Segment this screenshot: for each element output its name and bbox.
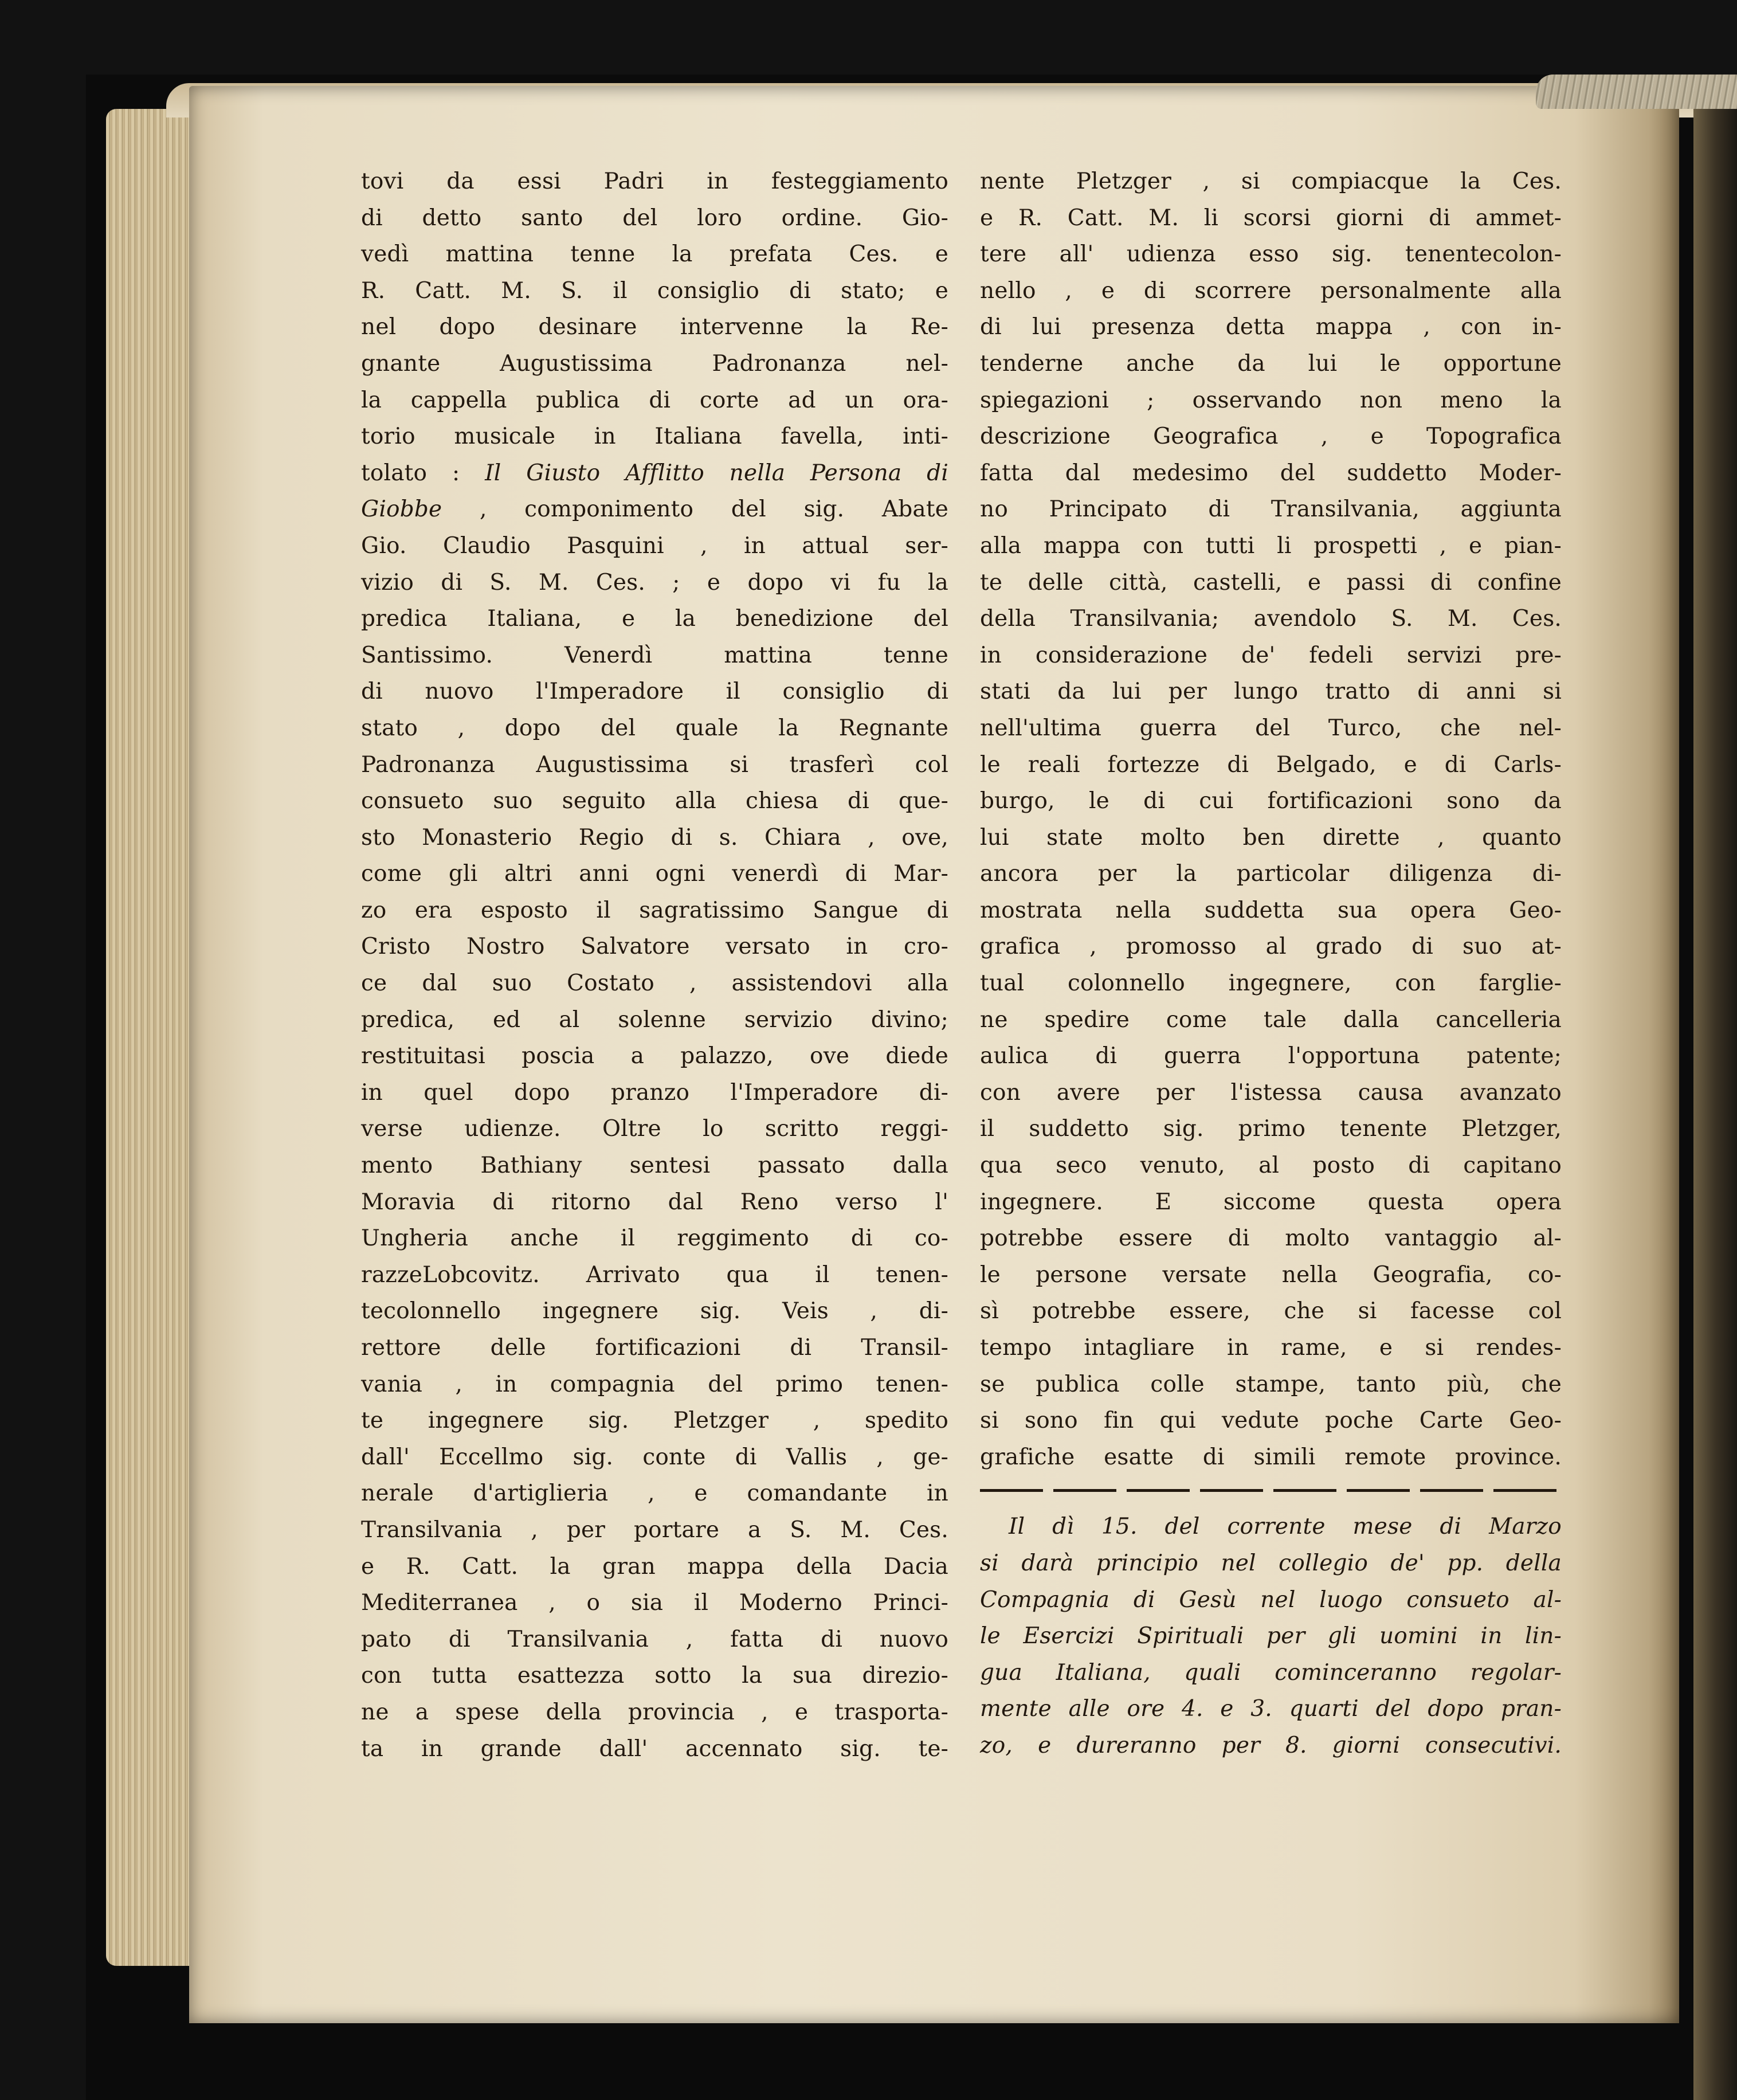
text-line: gua Italiana, quali cominceranno regolar- bbox=[980, 1659, 1562, 1686]
text-line: spiegazioni ; osservando non meno la bbox=[980, 387, 1562, 413]
notice-paragraph bbox=[980, 1509, 1562, 1764]
text-line: aulica di guerra l'opportuna patente; bbox=[980, 1043, 1562, 1069]
text-line: vedì mattina tenne la prefata Ces. e bbox=[361, 241, 948, 268]
text-line: le Esercizi Spirituali per gli uomini in lin- bbox=[980, 1623, 1562, 1650]
text-line: pato di Transilvania , fatta di nuovo bbox=[361, 1626, 948, 1652]
text-line: razzeLobcovitz. Arrivato qua il tenen- bbox=[361, 1261, 948, 1288]
right-column-body bbox=[980, 163, 1562, 1475]
text-line: lui state molto ben dirette , quanto bbox=[980, 824, 1562, 851]
text-line: in quel dopo pranzo l'Imperadore di- bbox=[361, 1079, 948, 1106]
text-line: nell'ultima guerra del Turco, che nel- bbox=[980, 715, 1562, 741]
text-line: Padronanza Augustissima si trasferì col bbox=[361, 751, 948, 778]
text-line: Gio. Claudio Pasquini , in attual ser- bbox=[361, 532, 948, 559]
text-line: ne spedire come tale dalla cancelleria bbox=[980, 1006, 1562, 1033]
text-line: predica Italiana, e la benedizione del bbox=[361, 606, 948, 632]
text-line: ingegnere. E siccome questa opera bbox=[980, 1189, 1562, 1215]
text-line: ta in grande dall' accennato sig. te- bbox=[361, 1735, 948, 1762]
text-line: Cristo Nostro Salvatore versato in cro- bbox=[361, 934, 948, 960]
text-line: restituitasi poscia a palazzo, ove diede bbox=[361, 1043, 948, 1069]
text-line: Mediterranea , o sia il Moderno Princi- bbox=[361, 1590, 948, 1616]
right-text-column bbox=[980, 163, 1562, 1764]
text-line: torio musicale in Italiana favella, inti- bbox=[361, 424, 948, 450]
text-line-segment: Il Giusto Afflitto nella Persona di bbox=[485, 460, 948, 486]
text-line: alla mappa con tutti li prospetti , e pian- bbox=[980, 532, 1562, 559]
text-line: verse udienze. Oltre lo scritto reggi- bbox=[361, 1116, 948, 1142]
text-line: vizio di S. M. Ces. ; e dopo vi fu la bbox=[361, 569, 948, 595]
text-line: Il dì 15. del corrente mese di Marzo bbox=[1009, 1514, 1562, 1540]
text-line: zo era esposto il sagratissimo Sangue di bbox=[361, 897, 948, 923]
book-gutter bbox=[1693, 92, 1737, 2100]
text-line: nel dopo desinare intervenne la Re- bbox=[361, 314, 948, 340]
text-line: e R. Catt. M. li scorsi giorni di ammet- bbox=[980, 205, 1562, 231]
text-line: stati da lui per lungo tratto di anni si bbox=[980, 679, 1562, 705]
text-line: come gli altri anni ogni venerdì di Mar- bbox=[361, 861, 948, 887]
text-line: dall' Eccellmo sig. conte di Vallis , ge- bbox=[361, 1444, 948, 1470]
text-line: il suddetto sig. primo tenente Pletzger, bbox=[980, 1116, 1562, 1142]
text-line: gnante Augustissima Padronanza nel- bbox=[361, 350, 948, 377]
text-line: predica, ed al solenne servizio divino; bbox=[361, 1006, 948, 1033]
text-line: grafiche esatte di simili remote province. bbox=[980, 1444, 1562, 1470]
text-line: le persone versate nella Geografia, co- bbox=[980, 1261, 1562, 1288]
text-line: di detto santo del loro ordine. Gio- bbox=[361, 205, 948, 231]
text-line: tual colonnello ingegnere, con farglie- bbox=[980, 970, 1562, 997]
text-line: mente alle ore 4. e 3. quarti del dopo pran- bbox=[980, 1696, 1562, 1722]
text-line: se publica colle stampe, tanto più, che bbox=[980, 1371, 1562, 1397]
text-line: della Transilvania; avendolo S. M. Ces. bbox=[980, 606, 1562, 632]
text-line: burgo, le di cui fortificazioni sono da bbox=[980, 788, 1562, 814]
text-line: rettore delle fortificazioni di Transil- bbox=[361, 1335, 948, 1361]
text-line: te delle città, castelli, e passi di confine bbox=[980, 569, 1562, 595]
text-line: la cappella publica di corte ad un ora- bbox=[361, 387, 948, 413]
left-text-column bbox=[361, 163, 948, 1767]
text-line: descrizione Geografica , e Topografica bbox=[980, 424, 1562, 450]
text-line: tenderne anche da lui le opportune bbox=[980, 350, 1562, 377]
text-line: ancora per la particolar diligenza di- bbox=[980, 861, 1562, 887]
text-line: Transilvania , per portare a S. M. Ces. bbox=[361, 1517, 948, 1543]
text-line: e R. Catt. la gran mappa della Dacia bbox=[361, 1553, 948, 1580]
text-line: tempo intagliare in rame, e si rendes- bbox=[980, 1335, 1562, 1361]
text-line-segment: , componimento del sig. Abate bbox=[442, 496, 948, 523]
text-line bbox=[361, 455, 948, 492]
text-line: potrebbe essere di molto vantaggio al- bbox=[980, 1225, 1562, 1252]
text-line: R. Catt. M. S. il consiglio di stato; e bbox=[361, 277, 948, 304]
text-line: no Principato di Transilvania, aggiunta bbox=[980, 496, 1562, 523]
text-line: di nuovo l'Imperadore il consiglio di bbox=[361, 679, 948, 705]
text-line: grafica , promosso al grado di suo at- bbox=[980, 934, 1562, 960]
text-line: con avere per l'istessa causa avanzato bbox=[980, 1079, 1562, 1106]
text-line: le reali fortezze di Belgado, e di Carls- bbox=[980, 751, 1562, 778]
text-line: ne a spese della provincia , e trasporta- bbox=[361, 1699, 948, 1725]
text-line: di lui presenza detta mappa , con in- bbox=[980, 314, 1562, 340]
text-line: sto Monasterio Regio di s. Chiara , ove, bbox=[361, 824, 948, 851]
text-line: stato , dopo del quale la Regnante bbox=[361, 715, 948, 741]
text-line: nerale d'artiglieria , e comandante in bbox=[361, 1480, 948, 1507]
text-line: si darà principio nel collegio de' pp. della bbox=[980, 1550, 1562, 1576]
text-line: con tutta esattezza sotto la sua direzio- bbox=[361, 1663, 948, 1689]
text-line: in considerazione de' fedeli servizi pre- bbox=[980, 642, 1562, 668]
text-line: vania , in compagnia del primo tenen- bbox=[361, 1371, 948, 1397]
text-line bbox=[361, 491, 948, 528]
text-line: consueto suo seguito alla chiesa di que- bbox=[361, 788, 948, 814]
text-line: zo, e dureranno per 8. giorni consecutivi. bbox=[980, 1732, 1562, 1758]
text-line: fatta dal medesimo del suddetto Moder- bbox=[980, 460, 1562, 486]
text-line: ce dal suo Costato , assistendovi alla bbox=[361, 970, 948, 997]
text-line-segment: tolato : bbox=[361, 460, 485, 486]
text-line: mento Bathiany sentesi passato dalla bbox=[361, 1153, 948, 1179]
text-line: Ungheria anche il reggimento di co- bbox=[361, 1225, 948, 1252]
text-line: tere all' udienza esso sig. tenentecolon- bbox=[980, 241, 1562, 268]
text-line: tecolonnello ingegnere sig. Veis , di- bbox=[361, 1298, 948, 1325]
text-line: qua seco venuto, al posto di capitano bbox=[980, 1153, 1562, 1179]
text-line: Compagnia di Gesù nel luogo consueto al- bbox=[980, 1586, 1562, 1613]
text-line: si sono fin qui vedute poche Carte Geo- bbox=[980, 1408, 1562, 1434]
binding-thread bbox=[1536, 75, 1737, 109]
text-line: Moravia di ritorno dal Reno verso l' bbox=[361, 1189, 948, 1215]
text-line: sì potrebbe essere, che si facesse col bbox=[980, 1298, 1562, 1325]
text-line: te ingegnere sig. Pletzger , spedito bbox=[361, 1408, 948, 1434]
text-line: Santissimo. Venerdì mattina tenne bbox=[361, 642, 948, 668]
section-rule bbox=[980, 1484, 1562, 1496]
text-line: mostrata nella suddetta sua opera Geo- bbox=[980, 897, 1562, 923]
text-line: nello , e di scorrere personalmente alla bbox=[980, 277, 1562, 304]
text-line: nente Pletzger , si compiacque la Ces. bbox=[980, 169, 1562, 194]
text-line-segment: Giobbe bbox=[361, 496, 442, 523]
text-line: tovi da essi Padri in festeggiamento bbox=[361, 169, 948, 194]
